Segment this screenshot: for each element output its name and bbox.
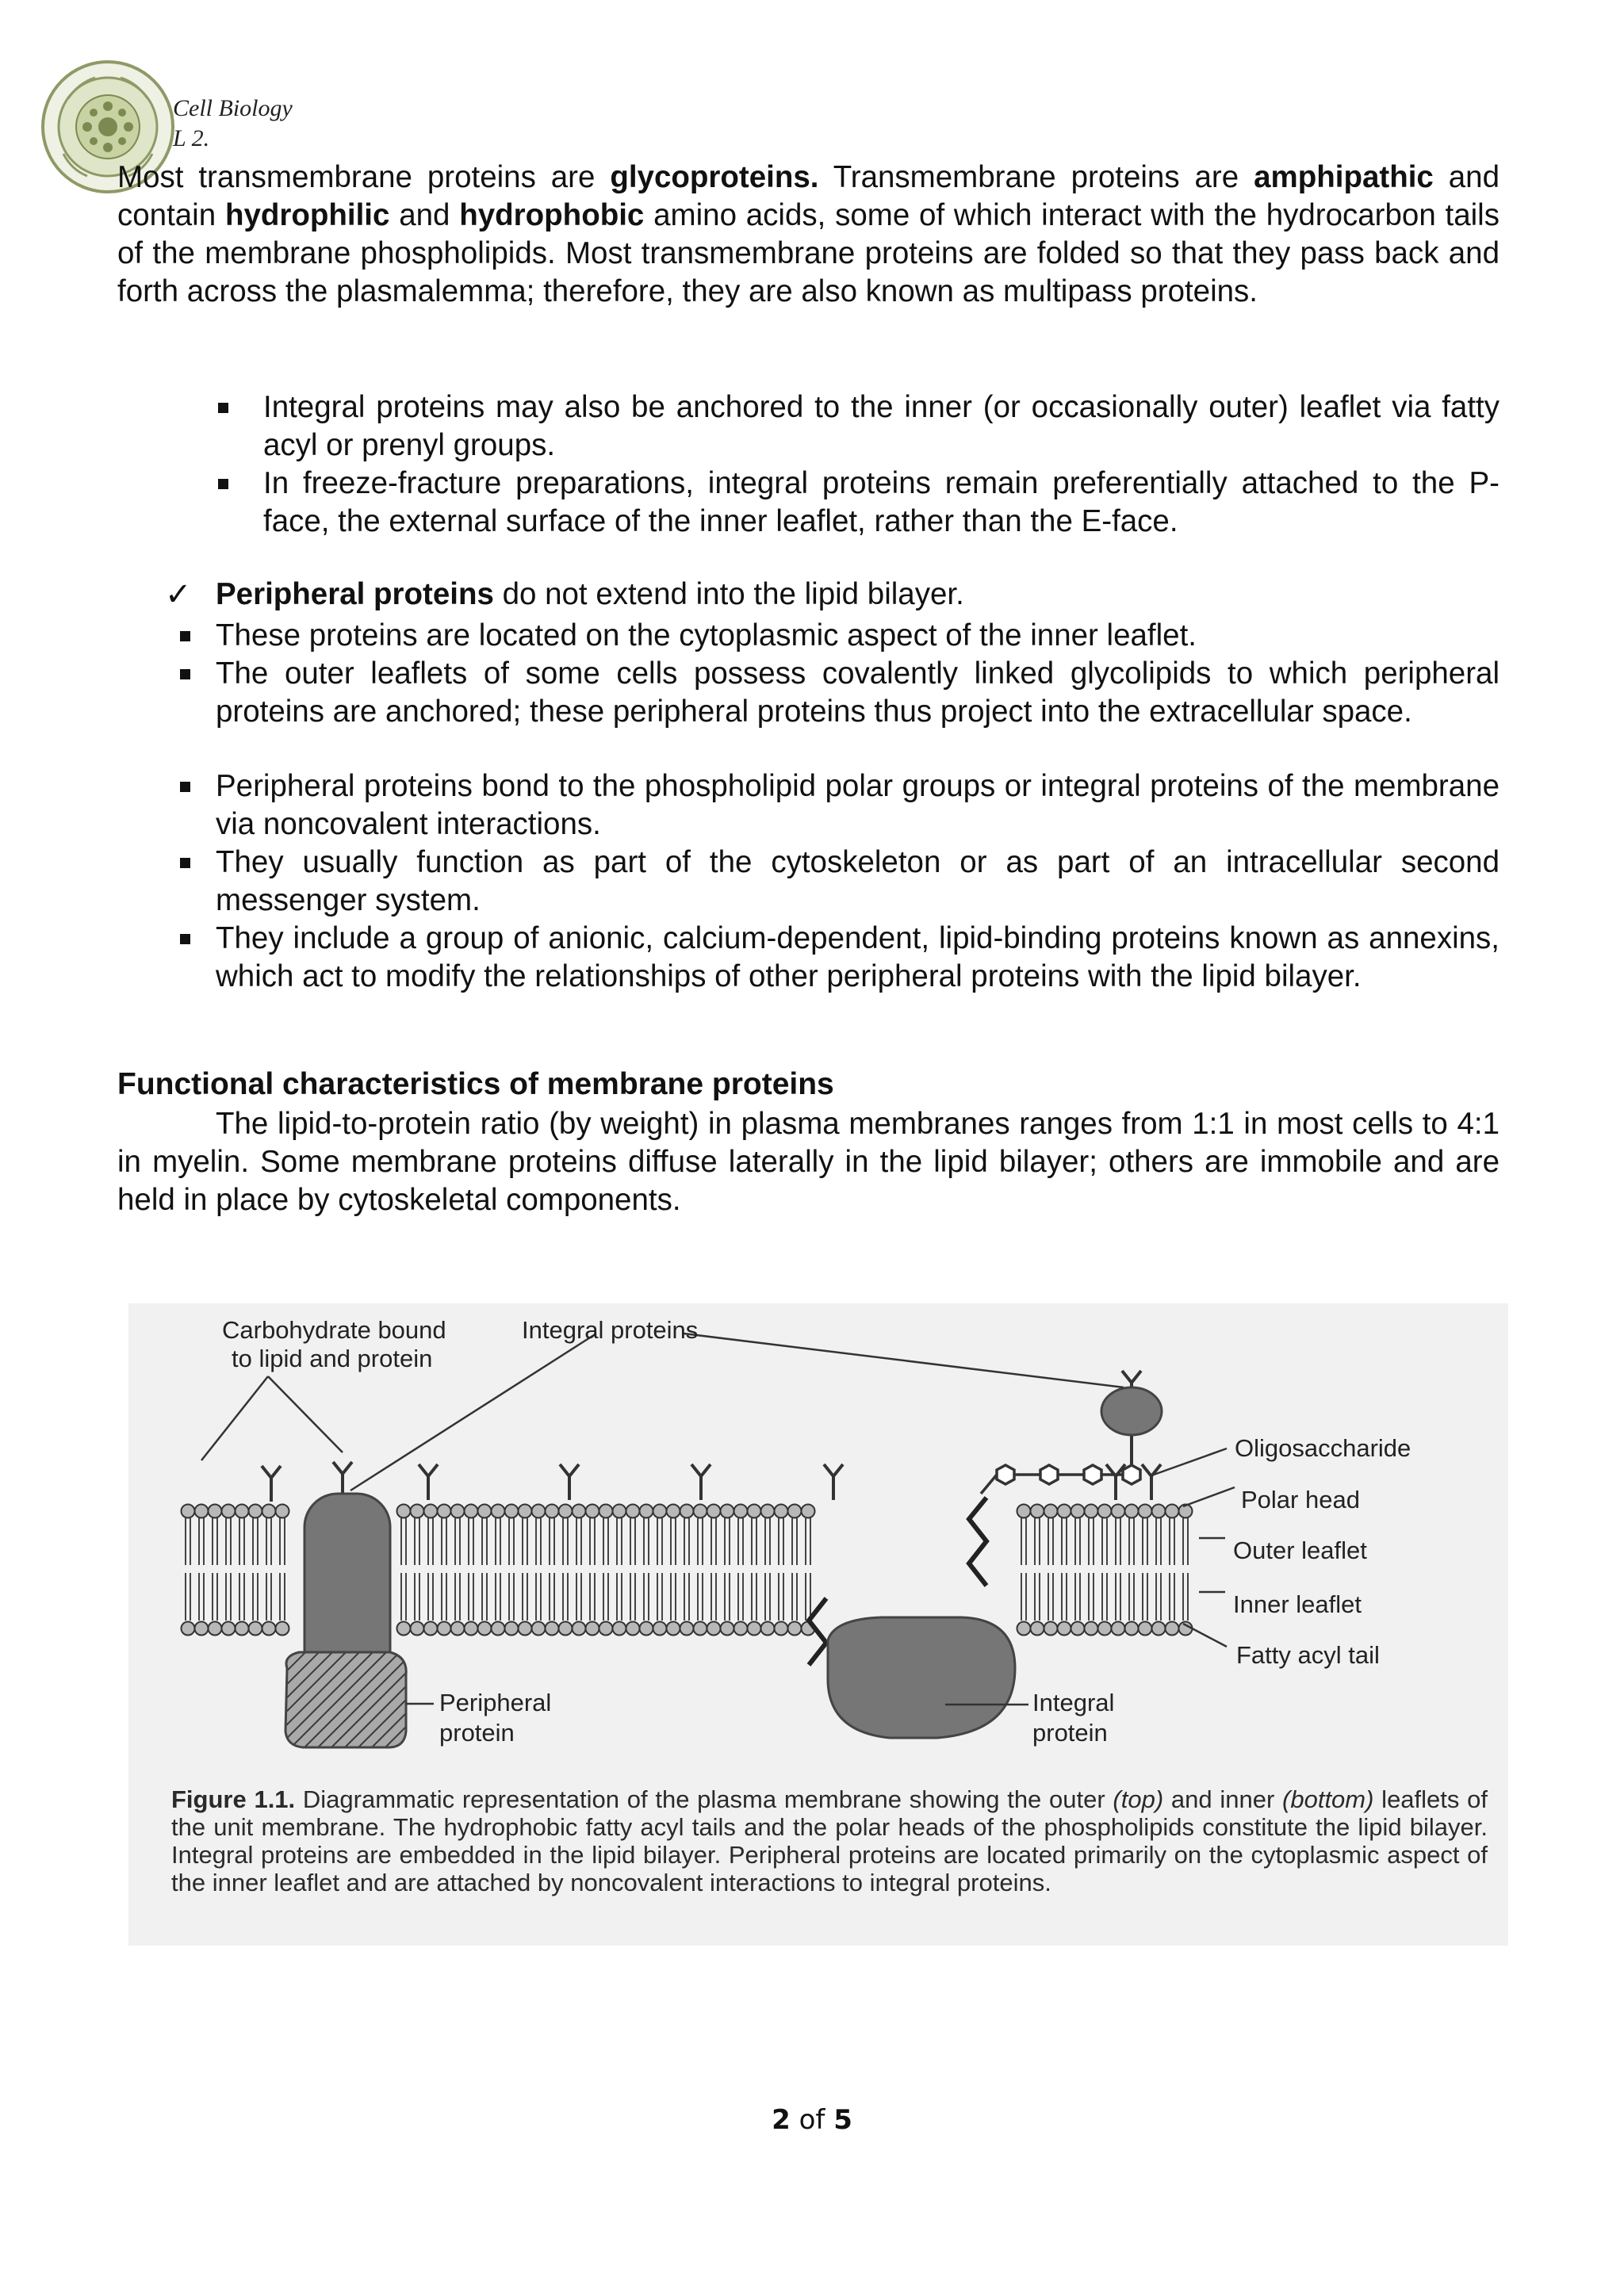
lipid-polar-head	[640, 1622, 653, 1636]
lipid-polar-head	[1166, 1622, 1179, 1636]
square-bullet-icon	[180, 858, 190, 868]
lipid-polar-head	[667, 1622, 680, 1636]
intro-text-5: amino acids, some of which interact with the hydrocarbon tails of the membrane phospholipids. Most transmembrane proteins are folded so that they pass back and forth across the plasmalemma; therefore, they are also known as multipass proteins.	[117, 198, 1500, 308]
lipid-fatty-acyl-tail	[239, 1573, 244, 1621]
lipid-fatty-acyl-tail	[1089, 1573, 1094, 1621]
lipid-polar-head	[411, 1622, 424, 1636]
lipid-polar-head	[1139, 1622, 1152, 1636]
square-bullet-icon	[180, 669, 190, 679]
lipid-fatty-acyl-tail	[482, 1573, 487, 1621]
lipid-fatty-acyl-tail	[1089, 1518, 1094, 1565]
lipid-fatty-acyl-tail	[280, 1573, 285, 1621]
lipid-polar-head	[1017, 1505, 1031, 1518]
lipid-polar-head	[1071, 1505, 1085, 1518]
lipid-polar-head	[1071, 1622, 1085, 1636]
lipid-fatty-acyl-tail	[536, 1518, 541, 1565]
lipid-fatty-acyl-tail	[266, 1518, 271, 1565]
lipid-fatty-acyl-tail	[711, 1518, 716, 1565]
lipid-polar-head	[775, 1505, 788, 1518]
lipid-polar-head	[249, 1622, 262, 1636]
lipid-fatty-acyl-tail	[186, 1518, 190, 1565]
lipid-polar-head	[209, 1505, 222, 1518]
lipid-polar-head	[236, 1505, 249, 1518]
lipid-polar-head	[451, 1622, 465, 1636]
square-bullet-icon	[218, 403, 228, 413]
lipid-polar-head	[222, 1622, 236, 1636]
lipid-fatty-acyl-tail	[1143, 1518, 1147, 1565]
lipid-fatty-acyl-tail	[213, 1573, 217, 1621]
lipid-fatty-acyl-tail	[1183, 1573, 1188, 1621]
lipid-polar-head	[1098, 1505, 1112, 1518]
lipid-polar-head	[195, 1505, 209, 1518]
peripheral-bullet-5	[216, 920, 1500, 996]
lipid-polar-head	[599, 1505, 613, 1518]
peripheral-intro-text: do not extend into the lipid bilayer.	[493, 577, 964, 611]
intro-text-1: Most transmembrane proteins are	[117, 160, 611, 194]
lecture-number: L 2.	[173, 125, 210, 151]
integral-bullet-1-text: Integral proteins may also be anchored to the inner (or occasionally outer) leaflet via fatty acyl or prenyl groups.	[263, 390, 1500, 462]
square-bullet-icon	[180, 782, 190, 792]
lipid-fatty-acyl-tail	[1156, 1518, 1161, 1565]
lipid-polar-head	[734, 1505, 748, 1518]
peripheral-bullet-3	[216, 767, 1500, 844]
label-integral-line1: Integral	[1032, 1689, 1115, 1716]
lipid-fatty-acyl-tail	[563, 1573, 568, 1621]
term-amphipathic: amphipathic	[1254, 160, 1434, 194]
label-polar-head: Polar head	[1241, 1486, 1360, 1513]
lipid-fatty-acyl-tail	[428, 1518, 433, 1565]
lipid-polar-head	[573, 1622, 586, 1636]
label-oligosaccharide: Oligosaccharide	[1235, 1434, 1411, 1462]
lipid-fatty-acyl-tail	[536, 1573, 541, 1621]
integral-bullet-1	[263, 388, 1500, 465]
lipid-polar-head	[667, 1505, 680, 1518]
intro-text-4: and	[389, 198, 460, 232]
lipid-fatty-acyl-tail	[496, 1573, 500, 1621]
lipid-polar-head	[276, 1505, 289, 1518]
lipid-fatty-acyl-tail	[644, 1518, 649, 1565]
lipid-polar-head	[1044, 1622, 1058, 1636]
term-peripheral-proteins: Peripheral proteins	[216, 577, 494, 611]
lipid-polar-head	[424, 1505, 438, 1518]
integral-protein-top	[1101, 1387, 1162, 1435]
lipid-fatty-acyl-tail	[617, 1518, 622, 1565]
intro-text-2: Transmembrane proteins are	[818, 160, 1254, 194]
lipid-fatty-acyl-tail	[1048, 1518, 1053, 1565]
lipid-fatty-acyl-tail	[738, 1573, 743, 1621]
lipid-fatty-acyl-tail	[725, 1573, 730, 1621]
lipid-polar-head	[1031, 1622, 1044, 1636]
lipid-polar-head	[788, 1622, 802, 1636]
lipid-fatty-acyl-tail	[779, 1518, 783, 1565]
lipid-fatty-acyl-tail	[1102, 1573, 1107, 1621]
lipid-polar-head	[182, 1505, 195, 1518]
section-heading: Functional characteristics of membrane proteins	[117, 1067, 834, 1101]
lipid-fatty-acyl-tail	[401, 1573, 406, 1621]
lipid-polar-head	[694, 1622, 707, 1636]
lipid-fatty-acyl-tail	[509, 1573, 514, 1621]
lipid-fatty-acyl-tail	[657, 1573, 662, 1621]
lipid-fatty-acyl-tail	[1048, 1573, 1053, 1621]
lipid-fatty-acyl-tail	[630, 1573, 635, 1621]
figure-caption	[171, 1785, 1488, 1896]
lipid-fatty-acyl-tail	[415, 1573, 419, 1621]
lipid-fatty-acyl-tail	[455, 1518, 460, 1565]
lipid-polar-head	[249, 1505, 262, 1518]
lipid-fatty-acyl-tail	[401, 1518, 406, 1565]
lipid-fatty-acyl-tail	[1035, 1573, 1040, 1621]
lipid-fatty-acyl-tail	[779, 1573, 783, 1621]
label-inner-leaflet: Inner leaflet	[1233, 1590, 1362, 1618]
lipid-polar-head	[761, 1622, 775, 1636]
caption-text-3: leaflets of the unit membrane. The hydrophobic fatty acyl tails and the polar heads of the phospholipids constitute the lipid bilayer. Integral proteins are embedded in the lipid bilayer. Peripheral proteins are located primarily on the cytoplasmic aspect of the inner leaflet and are attached by noncovalent interactions to integral proteins.	[171, 1785, 1488, 1896]
lipid-polar-head	[761, 1505, 775, 1518]
square-bullet-icon	[180, 631, 190, 641]
lipid-polar-head	[1085, 1622, 1098, 1636]
course-header	[173, 94, 293, 154]
lipid-fatty-acyl-tail	[576, 1573, 581, 1621]
lipid-polar-head	[478, 1622, 492, 1636]
integral-bullet-2	[263, 465, 1500, 541]
lipid-polar-head	[586, 1622, 599, 1636]
lipid-fatty-acyl-tail	[482, 1518, 487, 1565]
lipid-polar-head	[1058, 1622, 1071, 1636]
lipid-fatty-acyl-tail	[1062, 1518, 1067, 1565]
lipid-polar-head	[411, 1505, 424, 1518]
lipid-polar-head	[626, 1622, 640, 1636]
peripheral-bullet-1-text: These proteins are located on the cytoplasmic aspect of the inner leaflet.	[216, 618, 1197, 652]
lipid-fatty-acyl-tail	[765, 1573, 770, 1621]
lipid-polar-head	[397, 1505, 411, 1518]
lipid-fatty-acyl-tail	[563, 1518, 568, 1565]
peripheral-bullet-4	[216, 844, 1500, 920]
lipid-fatty-acyl-tail	[1062, 1573, 1067, 1621]
lipid-fatty-acyl-tail	[442, 1518, 446, 1565]
peripheral-bullet-4-text: They usually function as part of the cytoskeleton or as part of an intracellular second messenger system.	[216, 845, 1500, 917]
lipid-fatty-acyl-tail	[226, 1518, 231, 1565]
lipid-polar-head	[680, 1505, 694, 1518]
label-outer-leaflet: Outer leaflet	[1233, 1536, 1367, 1564]
lipid-polar-head	[438, 1622, 451, 1636]
lipid-fatty-acyl-tail	[590, 1573, 595, 1621]
label-integral-line2: protein	[1032, 1719, 1108, 1747]
check-mark-icon: ✓	[165, 577, 192, 612]
lipid-polar-head	[721, 1622, 734, 1636]
inner-integral-protein	[828, 1617, 1015, 1738]
lipid-fatty-acyl-tail	[671, 1573, 676, 1621]
page-total: 5	[833, 2104, 852, 2136]
lipid-polar-head	[734, 1622, 748, 1636]
term-hydrophobic: hydrophobic	[459, 198, 645, 232]
lipid-polar-head	[1017, 1622, 1031, 1636]
peripheral-protein	[285, 1652, 406, 1747]
lipid-polar-head	[640, 1505, 653, 1518]
lipid-polar-head	[1112, 1622, 1125, 1636]
section-paragraph: The lipid-to-protein ratio (by weight) in plasma membranes ranges from 1:1 in most cells to 4:1 in myelin. Some membrane proteins diffuse laterally in the lipid bilayer; others are immobile and are held in place by cytoskeletal components.	[117, 1107, 1500, 1217]
lipid-fatty-acyl-tail	[644, 1573, 649, 1621]
intro-text-3: and contain	[117, 160, 1500, 232]
page-number	[0, 2104, 1624, 2136]
lipid-polar-head	[1166, 1505, 1179, 1518]
lipid-polar-head	[492, 1622, 505, 1636]
lipid-fatty-acyl-tail	[469, 1518, 473, 1565]
lipid-fatty-acyl-tail	[239, 1518, 244, 1565]
lipid-fatty-acyl-tail	[711, 1573, 716, 1621]
lipid-fatty-acyl-tail	[266, 1573, 271, 1621]
lipid-polar-head	[424, 1622, 438, 1636]
lipid-fatty-acyl-tail	[603, 1573, 608, 1621]
lipid-polar-head	[802, 1505, 815, 1518]
lipid-polar-head	[1152, 1622, 1166, 1636]
lipid-polar-head	[626, 1505, 640, 1518]
lipid-polar-head	[465, 1622, 478, 1636]
lipid-fatty-acyl-tail	[752, 1518, 756, 1565]
caption-text-2: and inner	[1163, 1785, 1283, 1813]
lipid-fatty-acyl-tail	[792, 1573, 797, 1621]
lipid-fatty-acyl-tail	[1170, 1573, 1174, 1621]
lipid-polar-head	[195, 1622, 209, 1636]
peripheral-bullet-2-text: The outer leaflets of some cells possess covalently linked glycolipids to which peripheral proteins are anchored; these peripheral proteins thus project into the extracellular space.	[216, 656, 1500, 729]
lipid-polar-head	[573, 1505, 586, 1518]
lipid-fatty-acyl-tail	[806, 1518, 810, 1565]
lipid-fatty-acyl-tail	[253, 1518, 258, 1565]
lipid-fatty-acyl-tail	[1021, 1518, 1026, 1565]
lipid-polar-head	[222, 1505, 236, 1518]
lipid-fatty-acyl-tail	[1156, 1573, 1161, 1621]
intro-paragraph	[117, 159, 1500, 311]
caption-text-1: Diagrammatic representation of the plasma membrane showing the outer	[295, 1785, 1113, 1813]
lipid-fatty-acyl-tail	[1183, 1518, 1188, 1565]
lipid-fatty-acyl-tail	[1116, 1573, 1120, 1621]
lipid-fatty-acyl-tail	[1116, 1518, 1120, 1565]
lipid-polar-head	[438, 1505, 451, 1518]
peripheral-bullet-3-text: Peripheral proteins bond to the phospholipid polar groups or integral proteins of the membrane via noncovalent interactions.	[216, 769, 1500, 841]
lipid-polar-head	[788, 1505, 802, 1518]
figure-label: Figure 1.1.	[171, 1785, 296, 1813]
lipid-polar-head	[653, 1622, 667, 1636]
caption-italic-bottom: (bottom)	[1282, 1785, 1374, 1813]
lipid-fatty-acyl-tail	[1035, 1518, 1040, 1565]
peripheral-intro	[216, 576, 1500, 614]
peripheral-bullet-2	[216, 655, 1500, 731]
lipid-fatty-acyl-tail	[1129, 1518, 1134, 1565]
lipid-fatty-acyl-tail	[496, 1518, 500, 1565]
lipid-polar-head	[680, 1622, 694, 1636]
lipid-polar-head	[707, 1622, 721, 1636]
lipid-fatty-acyl-tail	[415, 1518, 419, 1565]
square-bullet-icon	[218, 479, 228, 489]
lipid-fatty-acyl-tail	[199, 1573, 204, 1621]
lipid-polar-head	[532, 1505, 546, 1518]
lipid-polar-head	[276, 1622, 289, 1636]
lipid-fatty-acyl-tail	[509, 1518, 514, 1565]
membrane-figure	[128, 1303, 1508, 1946]
lipid-polar-head	[546, 1622, 559, 1636]
lipid-polar-head	[748, 1622, 761, 1636]
lipid-polar-head	[1152, 1505, 1166, 1518]
label-peripheral-line1: Peripheral	[439, 1689, 552, 1716]
lipid-fatty-acyl-tail	[442, 1573, 446, 1621]
lipid-fatty-acyl-tail	[1021, 1573, 1026, 1621]
lipid-fatty-acyl-tail	[213, 1518, 217, 1565]
label-carbohydrate-line1: Carbohydrate bound	[222, 1316, 446, 1344]
lipid-polar-head	[721, 1505, 734, 1518]
lipid-polar-head	[1125, 1505, 1139, 1518]
lipid-polar-head	[559, 1505, 573, 1518]
lipid-fatty-acyl-tail	[1129, 1573, 1134, 1621]
lipid-fatty-acyl-tail	[806, 1573, 810, 1621]
membrane-diagram	[128, 1303, 1508, 1779]
lipid-polar-head	[707, 1505, 721, 1518]
lipid-polar-head	[236, 1622, 249, 1636]
lipid-fatty-acyl-tail	[523, 1518, 527, 1565]
lipid-fatty-acyl-tail	[617, 1573, 622, 1621]
label-peripheral-line2: protein	[439, 1719, 515, 1747]
lipid-fatty-acyl-tail	[630, 1518, 635, 1565]
lipid-polar-head	[209, 1622, 222, 1636]
lipid-fatty-acyl-tail	[428, 1573, 433, 1621]
lipid-polar-head	[1125, 1622, 1139, 1636]
lipid-polar-head	[262, 1622, 276, 1636]
lipid-fatty-acyl-tail	[253, 1573, 258, 1621]
lipid-fatty-acyl-tail	[576, 1518, 581, 1565]
oligosaccharide-chains	[262, 1371, 1161, 1502]
lipid-fatty-acyl-tail	[698, 1518, 703, 1565]
lipid-polar-head	[532, 1622, 546, 1636]
lipid-polar-head	[694, 1505, 707, 1518]
lipid-polar-head	[505, 1505, 519, 1518]
lipid-polar-head	[775, 1622, 788, 1636]
lipid-polar-head	[478, 1505, 492, 1518]
lipid-fatty-acyl-tail	[523, 1573, 527, 1621]
lipid-fatty-acyl-tail	[455, 1573, 460, 1621]
lipid-polar-head	[599, 1622, 613, 1636]
lipid-polar-head	[559, 1622, 573, 1636]
lipid-fatty-acyl-tail	[752, 1573, 756, 1621]
lipid-fatty-acyl-tail	[1075, 1518, 1080, 1565]
lipid-fatty-acyl-tail	[603, 1518, 608, 1565]
lipid-fatty-acyl-tail	[698, 1573, 703, 1621]
lipid-polar-head	[505, 1622, 519, 1636]
lipid-fatty-acyl-tail	[792, 1518, 797, 1565]
lipid-polar-head	[1044, 1505, 1058, 1518]
lipid-fatty-acyl-tail	[1102, 1518, 1107, 1565]
lipid-fatty-acyl-tail	[684, 1518, 689, 1565]
lipid-polar-head	[1031, 1505, 1044, 1518]
lipid-fatty-acyl-tail	[765, 1518, 770, 1565]
peripheral-bullet-1	[216, 617, 1500, 655]
lipid-fatty-acyl-tail	[1170, 1518, 1174, 1565]
lipid-fatty-acyl-tail	[1143, 1573, 1147, 1621]
lipid-polar-head	[519, 1505, 532, 1518]
caption-italic-top: (top)	[1113, 1785, 1164, 1813]
lipid-fatty-acyl-tail	[226, 1573, 231, 1621]
lipid-fatty-acyl-tail	[684, 1573, 689, 1621]
peripheral-bullet-5-text: They include a group of anionic, calcium-dependent, lipid-binding proteins known as annexins, which act to modify the relationships of other peripheral proteins with the lipid bilayer.	[216, 921, 1500, 993]
lipid-fatty-acyl-tail	[657, 1518, 662, 1565]
lipid-fatty-acyl-tail	[550, 1573, 554, 1621]
lipid-fatty-acyl-tail	[738, 1518, 743, 1565]
lipid-polar-head	[1058, 1505, 1071, 1518]
label-carbohydrate-line2: to lipid and protein	[232, 1345, 433, 1372]
lipid-fatty-acyl-tail	[199, 1518, 204, 1565]
lipid-polar-head	[1098, 1622, 1112, 1636]
lipid-fatty-acyl-tail	[280, 1518, 285, 1565]
label-fatty-acyl-tail: Fatty acyl tail	[1236, 1641, 1380, 1669]
lipid-polar-head	[1085, 1505, 1098, 1518]
square-bullet-icon	[180, 934, 190, 944]
lipid-polar-head	[397, 1622, 411, 1636]
lipid-fatty-acyl-tail	[1075, 1573, 1080, 1621]
lipid-polar-head	[519, 1622, 532, 1636]
page-current: 2	[772, 2104, 791, 2136]
term-glycoproteins: glycoproteins.	[610, 160, 819, 194]
integral-bullet-2-text: In freeze-fracture preparations, integral proteins remain preferentially attached to the P-face, the external surface of the inner leaflet, rather than the E-face.	[263, 466, 1500, 538]
lipid-fatty-acyl-tail	[590, 1518, 595, 1565]
lipid-polar-head	[613, 1622, 626, 1636]
lipid-polar-head	[586, 1505, 599, 1518]
lipid-fatty-acyl-tail	[725, 1518, 730, 1565]
lipid-polar-head	[492, 1505, 505, 1518]
lipid-polar-head	[262, 1505, 276, 1518]
lipid-fatty-acyl-tail	[186, 1573, 190, 1621]
lipid-polar-head	[465, 1505, 478, 1518]
lipid-polar-head	[182, 1622, 195, 1636]
lipid-fatty-acyl-tail	[469, 1573, 473, 1621]
course-title: Cell Biology	[173, 95, 293, 121]
lipid-polar-head	[653, 1505, 667, 1518]
lipid-fatty-acyl-tail	[550, 1518, 554, 1565]
label-integral-proteins: Integral proteins	[522, 1316, 699, 1344]
lipid-polar-head	[613, 1505, 626, 1518]
lipid-polar-head	[748, 1505, 761, 1518]
glycolipid-tail	[969, 1498, 986, 1586]
lipid-fatty-acyl-tail	[671, 1518, 676, 1565]
lipid-polar-head	[1112, 1505, 1125, 1518]
lipid-polar-head	[1139, 1505, 1152, 1518]
lipid-polar-head	[451, 1505, 465, 1518]
lipid-polar-head	[546, 1505, 559, 1518]
page-of: of	[790, 2104, 834, 2136]
term-hydrophilic: hydrophilic	[224, 198, 390, 232]
